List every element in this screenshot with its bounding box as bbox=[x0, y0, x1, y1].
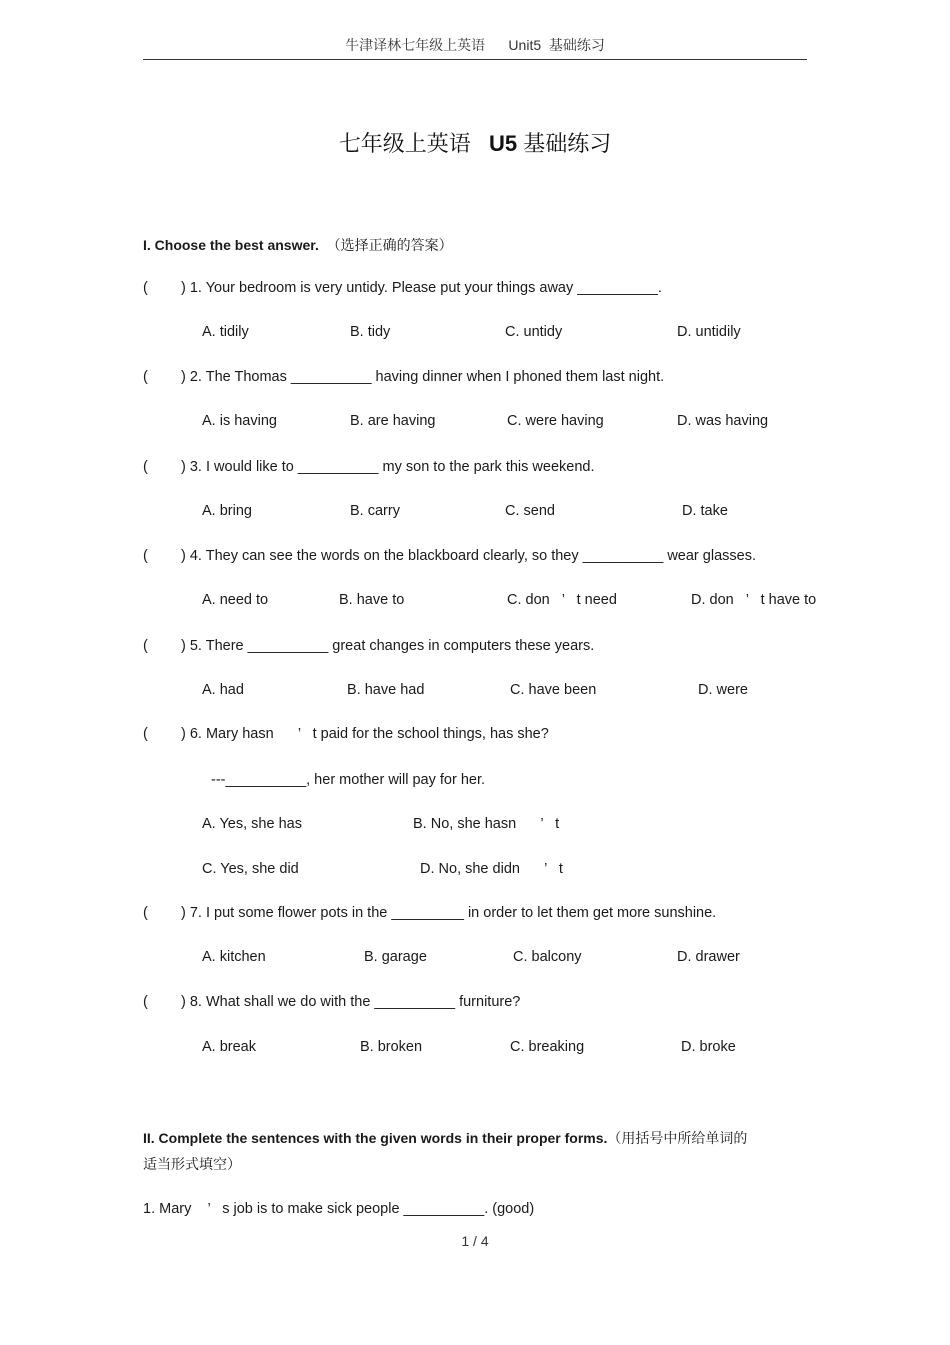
title-main: 七年级上英语 bbox=[338, 131, 471, 156]
q1-option-d: D. untidily bbox=[677, 324, 741, 340]
q1-option-c: C. untidy bbox=[505, 324, 563, 340]
q1-option-b: B. tidy bbox=[350, 324, 391, 340]
question-6-paren: ( bbox=[143, 726, 148, 742]
q5-option-a: A. had bbox=[202, 682, 244, 698]
q6-option-a: A. Yes, she has bbox=[202, 816, 302, 832]
question-8-paren: ( bbox=[143, 994, 148, 1010]
question-3-text: ) 3. I would like to __________ my son to the park this weekend. bbox=[181, 459, 595, 475]
question-6-reply: ---__________, her mother will pay for her. bbox=[211, 772, 486, 788]
q4-option-d: D. don ’ t have to bbox=[691, 592, 817, 608]
q5-option-b: B. have had bbox=[347, 682, 425, 698]
question-7-paren: ( bbox=[143, 905, 148, 921]
section2-title: II. Complete the sentences with the given words in their proper forms. bbox=[143, 1130, 608, 1146]
question-2-text: ) 2. The Thomas __________ having dinner when I phoned them last night. bbox=[181, 369, 665, 385]
section2-item-1: 1. Mary ’ s job is to make sick people __________. (good) bbox=[143, 1201, 535, 1217]
q3-option-a: A. bring bbox=[202, 503, 252, 519]
q7-option-b: B. garage bbox=[364, 949, 427, 965]
page-title bbox=[0, 127, 950, 158]
q5-option-c: C. have been bbox=[510, 682, 597, 698]
q1-option-a: A. tidily bbox=[202, 324, 249, 340]
q2-option-a: A. is having bbox=[202, 413, 277, 429]
question-4-paren: ( bbox=[143, 548, 148, 564]
section2-note-line2: 适当形式填空） bbox=[143, 1156, 241, 1172]
question-3-paren: ( bbox=[143, 459, 148, 475]
question-6-text: ) 6. Mary hasn ’ t paid for the school things, has she? bbox=[181, 726, 549, 742]
question-2-paren: ( bbox=[143, 369, 148, 385]
q8-option-d: D. broke bbox=[681, 1039, 736, 1055]
q2-option-c: C. were having bbox=[507, 413, 604, 429]
q8-option-a: A. break bbox=[202, 1039, 256, 1055]
q6-option-c: C. Yes, she did bbox=[202, 861, 299, 877]
question-4-text: ) 4. They can see the words on the blackboard clearly, so they __________ wear glasses. bbox=[181, 548, 756, 564]
q8-option-c: C. breaking bbox=[510, 1039, 585, 1055]
question-8-text: ) 8. What shall we do with the __________ furniture? bbox=[181, 994, 521, 1010]
q3-option-c: C. send bbox=[505, 503, 555, 519]
title-suffix: 基础练习 bbox=[523, 131, 612, 156]
q6-option-b: B. No, she hasn ’ t bbox=[413, 816, 560, 832]
q3-option-d: D. take bbox=[682, 503, 728, 519]
q5-option-d: D. were bbox=[698, 682, 748, 698]
q4-option-c: C. don ’ t need bbox=[507, 592, 617, 608]
q7-option-c: C. balcony bbox=[513, 949, 582, 965]
q2-option-d: D. was having bbox=[677, 413, 769, 429]
header-rule bbox=[143, 59, 807, 60]
q7-option-a: A. kitchen bbox=[202, 949, 266, 965]
question-1-paren: ( bbox=[143, 280, 148, 296]
section1-heading bbox=[143, 235, 453, 255]
running-header: 牛津译林七年级上英语 Unit5 基础练习 bbox=[345, 37, 605, 53]
question-7-text: ) 7. I put some flower pots in the _________ in order to let them get more sunshine. bbox=[181, 905, 717, 921]
q6-option-d: D. No, she didn ’ t bbox=[420, 861, 563, 877]
section2-heading bbox=[143, 1128, 747, 1148]
q2-option-b: B. are having bbox=[350, 413, 436, 429]
question-5-paren: ( bbox=[143, 638, 148, 654]
q4-option-a: A. need to bbox=[202, 592, 269, 608]
title-unit: U5 bbox=[489, 131, 518, 156]
q3-option-b: B. carry bbox=[350, 503, 400, 519]
page-number: 1 / 4 bbox=[461, 1233, 489, 1249]
section2-note-line1: （用括号中所给单词的 bbox=[607, 1130, 748, 1146]
q4-option-b: B. have to bbox=[339, 592, 405, 608]
section1-title: I. Choose the best answer. bbox=[143, 237, 319, 253]
section1-note: （选择正确的答案） bbox=[326, 237, 453, 253]
question-5-text: ) 5. There __________ great changes in computers these years. bbox=[181, 638, 595, 654]
question-1-text: ) 1. Your bedroom is very untidy. Please put your things away __________. bbox=[181, 280, 662, 296]
q7-option-d: D. drawer bbox=[677, 949, 740, 965]
q8-option-b: B. broken bbox=[360, 1039, 423, 1055]
